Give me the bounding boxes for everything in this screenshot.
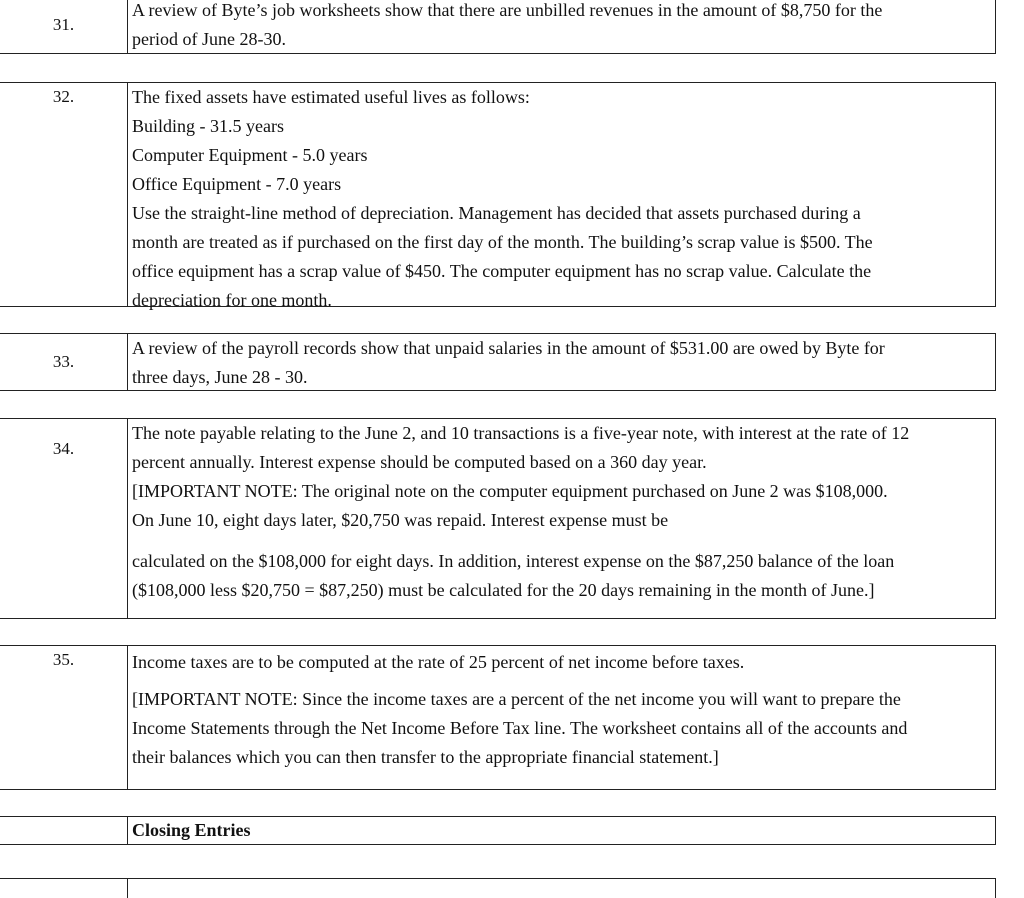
closing-heading: Closing Entries [132,820,251,840]
item-text-box [127,418,996,619]
text-line: Office Equipment - 7.0 years [132,174,342,194]
text-line: calculated on the $108,000 for eight days. In addition, interest expense on the $87,250 balance of the loan [132,551,895,571]
text-line: their balances which you can then transfer to the appropriate financial statement.] [132,747,719,767]
closing-entries-row [0,816,996,845]
text-line: depreciation for one month. [132,290,332,310]
text-line: The note payable relating to the June 2, and 10 transactions is a five-year note, with interest at the rate of 12 [132,423,910,443]
text-line: office equipment has a scrap value of $450. The computer equipment has no scrap value. Calculate the [132,261,872,281]
text-line: A review of Byte’s job worksheets show that there are unbilled revenues in the amount of $8,750 for the [132,0,883,20]
text-line: Income Statements through the Net Income Before Tax line. The worksheet contains all of the accounts and [132,718,908,738]
item-number: 33. [0,333,127,391]
text-line: [IMPORTANT NOTE: The original note on the computer equipment purchased on June 2 was $108,000. [132,481,888,501]
item-number: 35. [0,645,127,790]
text-line: On June 10, eight days later, $20,750 was repaid. Interest expense must be [132,510,669,530]
item-number: 34. [0,418,127,619]
item-number: 32. [0,82,127,307]
item-35-row [0,645,996,790]
next-number-cell [0,878,127,898]
text-line: period of June 28-30. [132,29,286,49]
closing-number-cell [0,816,127,845]
item-text-box [127,333,996,391]
item-text-box [127,0,996,54]
text-line: month are treated as if purchased on the first day of the month. The building’s scrap value is $500. The [132,232,873,252]
text-line: percent annually. Interest expense should be computed based on a 360 day year. [132,452,707,472]
text-line: [IMPORTANT NOTE: Since the income taxes are a percent of the net income you will want to prepare the [132,689,901,709]
text-line: Income taxes are to be computed at the rate of 25 percent of net income before taxes. [132,652,745,672]
item-text-box [127,645,996,790]
item-number: 31. [0,0,127,54]
item-text-box [127,82,996,310]
item-32-row [0,82,996,310]
next-row-partial [0,878,996,898]
item-33-row [0,333,996,391]
text-line: ($108,000 less $20,750 = $87,250) must be calculated for the 20 days remaining in the month of June.] [132,580,875,600]
next-text-box [127,878,996,898]
text-line: Use the straight-line method of depreciation. Management has decided that assets purchased during a [132,203,861,223]
item-31-row [0,0,996,54]
item-34-row [0,418,996,619]
text-line: Computer Equipment - 5.0 years [132,145,368,165]
text-line: Building - 31.5 years [132,116,284,136]
closing-heading-box [127,816,996,845]
text-line: A review of the payroll records show that unpaid salaries in the amount of $531.00 are owed by Byte for [132,338,885,358]
text-line: The fixed assets have estimated useful lives as follows: [132,87,530,107]
text-line: three days, June 28 - 30. [132,367,308,387]
